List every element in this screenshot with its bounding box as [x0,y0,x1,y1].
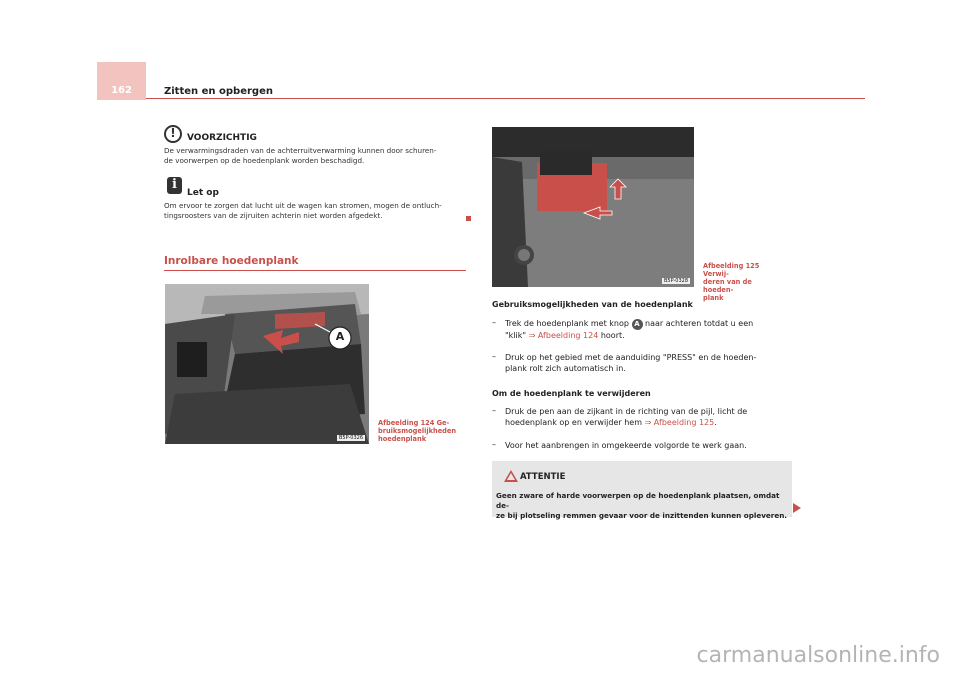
usage-item-2 [505,352,797,374]
note-line: tingsroosters van de zijruiten achterin niet worden afgedekt. [164,211,383,220]
list-dash: – [492,352,496,361]
figure-125-caption-line: deren van de hoeden- [703,278,752,294]
caution-icon [164,125,182,143]
figure-124-caption-line: hoedenplank [378,435,427,443]
figure-125-link[interactable]: ⇒ Afbeelding 125 [644,418,715,427]
removal-item-1-line: Druk de pen aan de zijkant in de richting van de pijl, licht de [505,407,748,416]
usage-item-1-text: Trek de hoedenplank met knop [505,319,629,328]
figure-124-photo [165,284,369,444]
figure-124-label-a: A [335,330,345,343]
list-dash: – [492,318,496,327]
caution-line: de voorwerpen op de hoedenplank worden beschadigd. [164,156,365,165]
usage-item-1-text: hoort. [600,331,625,340]
watermark: carmanualsonline.info [696,643,940,668]
note-line: Om ervoor te zorgen dat lucht uit de wagen kan stromen, mogen de ontluch- [164,201,442,210]
usage-item-1-text: naar achteren totdat u een [645,319,754,328]
section-title: Inrolbare hoedenplank [164,255,299,267]
section-rule [164,270,466,271]
caution-line: De verwarmingsdraden van de achterruitverwarming kunnen door schuren- [164,146,437,155]
info-icon [167,177,182,194]
figure-125-caption-line: Afbeelding 125 Verwij- [703,262,760,278]
note-text [164,201,484,221]
end-of-section-marker [466,216,471,221]
page-number: 162 [111,85,132,96]
attention-text [496,491,792,521]
list-dash: – [492,406,496,415]
attention-box [492,461,792,520]
list-dash: – [492,440,496,449]
figure-124-caption [378,419,458,443]
removal-item-1-text: hoedenplank op en verwijder hem [505,418,643,427]
usage-item-2-line: plank rolt zich automatisch in. [505,364,626,373]
attention-warning-icon [504,470,518,482]
figure-124-link[interactable]: ⇒ Afbeelding 124 [528,331,599,340]
continue-arrow-icon [793,503,801,513]
caution-heading: VOORZICHTIG [187,133,257,143]
figure-125-caption [703,262,783,302]
removal-item-2: Voor het aanbrengen in omgekeerde volgorde te werk gaan. [505,441,747,450]
usage-item-1-text: "klik" [505,331,527,340]
attention-line: Geen zware of harde voorwerpen op de hoedenplank plaatsen, omdat de- [496,491,780,510]
attention-line: ze bij plotseling remmen gevaar voor de inzittenden kunnen opleveren. [496,511,788,520]
figure-124-caption-line: Afbeelding 124 Ge- [378,419,450,427]
figure-125-caption-line: plank [703,294,724,302]
note-heading: Let op [187,188,219,198]
figure-124-code: B5P-0326 [338,435,363,441]
usage-item-2-line: Druk op het gebied met de aanduiding "PRESS" en de hoeden- [505,353,757,362]
button-a-marker: A [632,319,643,330]
caution-text [164,146,484,166]
page-number-tab [97,62,146,100]
removal-item-1 [505,406,797,428]
figure-124-caption-line: bruiksmogelijkheden [378,427,457,435]
chapter-title: Zitten en opbergen [164,86,273,97]
usage-item-1 [505,318,797,341]
figure-125-photo [492,127,694,287]
attention-heading: ATTENTIE [520,472,566,482]
header-rule [146,98,865,99]
figure-125-code: B5P-0328 [663,278,688,284]
removal-heading: Om de hoedenplank te verwijderen [492,389,651,398]
removal-item-1-text: . [714,418,717,427]
usage-heading: Gebruiksmogelijkheden van de hoedenplank [492,300,693,309]
